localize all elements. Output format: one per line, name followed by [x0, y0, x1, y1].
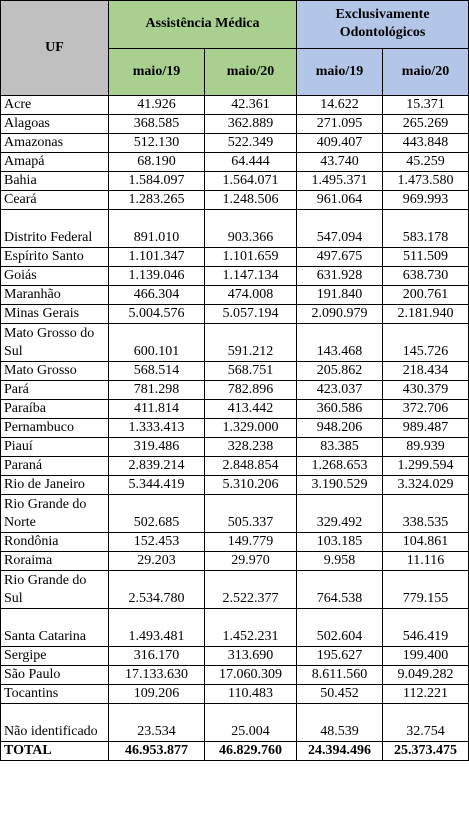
table-row [1, 381, 469, 400]
uf-name-cell: Bahia [1, 172, 109, 191]
value-medical-may20-cell: 328.238 [205, 438, 297, 457]
value-dental-may20-cell: 1.473.580 [383, 172, 469, 191]
value-dental-may19-cell: 14.622 [297, 96, 383, 115]
value-medical-may20-cell: 29.970 [205, 552, 297, 571]
table-row [1, 419, 469, 438]
uf-name-cell: Sergipe [1, 647, 109, 666]
value-medical-may20-cell: 782.896 [205, 381, 297, 400]
table-row [1, 153, 469, 172]
value-dental-may19-cell: 50.452 [297, 685, 383, 704]
uf-name-cell: Amazonas [1, 134, 109, 153]
value-medical-may19-cell: 1.333.413 [109, 419, 205, 438]
value-medical-may19-cell: 466.304 [109, 286, 205, 305]
value-medical-may20-cell: 2.848.854 [205, 457, 297, 476]
period-header-medical-may20: maio/20 [205, 48, 297, 96]
value-medical-may19-cell: 1.584.097 [109, 172, 205, 191]
uf-name-cell: Roraima [1, 552, 109, 571]
uf-name-cell: Paraíba [1, 400, 109, 419]
table-row [1, 210, 469, 248]
value-medical-may19-cell: 568.514 [109, 362, 205, 381]
value-medical-may20-cell: 313.690 [205, 647, 297, 666]
value-dental-may19-cell: 1.495.371 [297, 172, 383, 191]
uf-name-cell: Acre [1, 96, 109, 115]
uf-name-cell: Pernambuco [1, 419, 109, 438]
value-medical-may20-cell: 591.212 [205, 324, 297, 362]
value-dental-may19-cell: 961.064 [297, 191, 383, 210]
value-dental-may20-cell: 969.993 [383, 191, 469, 210]
value-medical-may20-cell: 903.366 [205, 210, 297, 248]
uf-name-cell: Santa Catarina [1, 609, 109, 647]
value-medical-may20-cell: 2.522.377 [205, 571, 297, 609]
uf-name-cell: Goiás [1, 267, 109, 286]
value-medical-may20-cell: 522.349 [205, 134, 297, 153]
value-dental-may20-cell: 638.730 [383, 267, 469, 286]
value-medical-may20-cell: 42.361 [205, 96, 297, 115]
table-row [1, 495, 469, 533]
table-row [1, 115, 469, 134]
value-medical-may20-cell: 149.779 [205, 533, 297, 552]
dental-only-header: Exclusivamente Odontológicos [297, 1, 469, 49]
value-medical-may19-cell: 68.190 [109, 153, 205, 172]
total-value-medical-may19: 46.953.877 [109, 742, 205, 761]
table-row [1, 609, 469, 647]
value-medical-may19-cell: 1.139.046 [109, 267, 205, 286]
value-dental-may20-cell: 11.116 [383, 552, 469, 571]
table-row [1, 571, 469, 609]
table-body [1, 96, 469, 742]
table-row [1, 248, 469, 267]
value-medical-may20-cell: 1.564.071 [205, 172, 297, 191]
value-medical-may19-cell: 512.130 [109, 134, 205, 153]
uf-name-cell: Mato Grosso do Sul [1, 324, 109, 362]
value-dental-may19-cell: 948.206 [297, 419, 383, 438]
table-row [1, 191, 469, 210]
value-medical-may20-cell: 362.889 [205, 115, 297, 134]
value-medical-may20-cell: 25.004 [205, 704, 297, 742]
total-value-dental-may20: 25.373.475 [383, 742, 469, 761]
table-row [1, 476, 469, 495]
uf-name-cell: Mato Grosso [1, 362, 109, 381]
uf-name-cell: Alagoas [1, 115, 109, 134]
uf-name-cell: Tocantins [1, 685, 109, 704]
value-medical-may19-cell: 1.101.347 [109, 248, 205, 267]
value-dental-may20-cell: 372.706 [383, 400, 469, 419]
value-dental-may20-cell: 145.726 [383, 324, 469, 362]
table-row [1, 666, 469, 685]
medical-assistance-header: Assistência Médica [109, 1, 297, 49]
uf-name-cell: Paraná [1, 457, 109, 476]
table-row [1, 267, 469, 286]
table-row [1, 685, 469, 704]
value-dental-may20-cell: 583.178 [383, 210, 469, 248]
value-dental-may20-cell: 9.049.282 [383, 666, 469, 685]
value-medical-may19-cell: 368.585 [109, 115, 205, 134]
table-header [1, 1, 469, 96]
value-medical-may19-cell: 2.839.214 [109, 457, 205, 476]
value-dental-may19-cell: 3.190.529 [297, 476, 383, 495]
value-dental-may20-cell: 104.861 [383, 533, 469, 552]
value-dental-may19-cell: 409.407 [297, 134, 383, 153]
value-medical-may19-cell: 316.170 [109, 647, 205, 666]
value-medical-may20-cell: 1.147.134 [205, 267, 297, 286]
uf-name-cell: Rio Grande do Sul [1, 571, 109, 609]
value-medical-may19-cell: 319.486 [109, 438, 205, 457]
value-dental-may20-cell: 218.434 [383, 362, 469, 381]
value-medical-may20-cell: 1.101.659 [205, 248, 297, 267]
value-medical-may20-cell: 568.751 [205, 362, 297, 381]
table-row [1, 400, 469, 419]
value-medical-may19-cell: 502.685 [109, 495, 205, 533]
uf-name-cell: São Paulo [1, 666, 109, 685]
period-header-dental-may19: maio/19 [297, 48, 383, 96]
value-medical-may19-cell: 1.283.265 [109, 191, 205, 210]
value-dental-may20-cell: 338.535 [383, 495, 469, 533]
value-medical-may19-cell: 1.493.481 [109, 609, 205, 647]
value-medical-may20-cell: 17.060.309 [205, 666, 297, 685]
table-row [1, 324, 469, 362]
value-dental-may19-cell: 497.675 [297, 248, 383, 267]
value-dental-may19-cell: 502.604 [297, 609, 383, 647]
value-dental-may20-cell: 443.848 [383, 134, 469, 153]
uf-column-header: UF [1, 1, 109, 96]
value-dental-may20-cell: 1.299.594 [383, 457, 469, 476]
value-dental-may19-cell: 103.185 [297, 533, 383, 552]
value-medical-may20-cell: 505.337 [205, 495, 297, 533]
value-dental-may19-cell: 631.928 [297, 267, 383, 286]
table-row [1, 305, 469, 324]
value-medical-may19-cell: 5.344.419 [109, 476, 205, 495]
value-dental-may19-cell: 423.037 [297, 381, 383, 400]
value-dental-may20-cell: 265.269 [383, 115, 469, 134]
table-row [1, 457, 469, 476]
uf-name-cell: Espírito Santo [1, 248, 109, 267]
table-row [1, 533, 469, 552]
value-dental-may19-cell: 8.611.560 [297, 666, 383, 685]
table-footer [1, 742, 469, 761]
value-medical-may19-cell: 600.101 [109, 324, 205, 362]
value-dental-may19-cell: 764.538 [297, 571, 383, 609]
value-medical-may20-cell: 474.008 [205, 286, 297, 305]
value-dental-may19-cell: 2.090.979 [297, 305, 383, 324]
value-medical-may20-cell: 5.310.206 [205, 476, 297, 495]
value-dental-may20-cell: 430.379 [383, 381, 469, 400]
value-medical-may19-cell: 781.298 [109, 381, 205, 400]
value-dental-may19-cell: 360.586 [297, 400, 383, 419]
value-medical-may19-cell: 2.534.780 [109, 571, 205, 609]
value-dental-may20-cell: 511.509 [383, 248, 469, 267]
total-row [1, 742, 469, 761]
value-dental-may19-cell: 1.268.653 [297, 457, 383, 476]
uf-name-cell: Rondônia [1, 533, 109, 552]
total-value-medical-may20: 46.829.760 [205, 742, 297, 761]
value-medical-may19-cell: 17.133.630 [109, 666, 205, 685]
value-medical-may19-cell: 29.203 [109, 552, 205, 571]
table-row [1, 362, 469, 381]
value-dental-may19-cell: 191.840 [297, 286, 383, 305]
table-row [1, 704, 469, 742]
value-medical-may20-cell: 1.452.231 [205, 609, 297, 647]
value-dental-may20-cell: 2.181.940 [383, 305, 469, 324]
value-medical-may20-cell: 1.329.000 [205, 419, 297, 438]
value-medical-may19-cell: 41.926 [109, 96, 205, 115]
uf-name-cell: Pará [1, 381, 109, 400]
period-header-medical-may19: maio/19 [109, 48, 205, 96]
total-label: TOTAL [1, 742, 109, 761]
table-row [1, 96, 469, 115]
value-dental-may20-cell: 779.155 [383, 571, 469, 609]
value-medical-may19-cell: 891.010 [109, 210, 205, 248]
uf-name-cell: Rio Grande do Norte [1, 495, 109, 533]
table-row [1, 134, 469, 153]
uf-name-cell: Ceará [1, 191, 109, 210]
value-dental-may19-cell: 9.958 [297, 552, 383, 571]
value-dental-may19-cell: 43.740 [297, 153, 383, 172]
value-dental-may19-cell: 271.095 [297, 115, 383, 134]
value-dental-may20-cell: 3.324.029 [383, 476, 469, 495]
period-header-dental-may20: maio/20 [383, 48, 469, 96]
value-dental-may20-cell: 112.221 [383, 685, 469, 704]
uf-name-cell: Minas Gerais [1, 305, 109, 324]
value-medical-may19-cell: 109.206 [109, 685, 205, 704]
table-row [1, 647, 469, 666]
value-medical-may19-cell: 152.453 [109, 533, 205, 552]
value-dental-may20-cell: 89.939 [383, 438, 469, 457]
value-medical-may20-cell: 5.057.194 [205, 305, 297, 324]
value-medical-may20-cell: 413.442 [205, 400, 297, 419]
value-dental-may20-cell: 45.259 [383, 153, 469, 172]
value-dental-may19-cell: 83.385 [297, 438, 383, 457]
total-value-dental-may19: 24.394.496 [297, 742, 383, 761]
header-row-groups [1, 1, 469, 49]
value-dental-may20-cell: 546.419 [383, 609, 469, 647]
value-medical-may19-cell: 23.534 [109, 704, 205, 742]
uf-name-cell: Não identificado [1, 704, 109, 742]
value-dental-may20-cell: 200.761 [383, 286, 469, 305]
value-dental-may19-cell: 205.862 [297, 362, 383, 381]
table-row [1, 552, 469, 571]
value-dental-may20-cell: 32.754 [383, 704, 469, 742]
table-row [1, 286, 469, 305]
value-medical-may19-cell: 5.004.576 [109, 305, 205, 324]
table-row [1, 438, 469, 457]
value-medical-may19-cell: 411.814 [109, 400, 205, 419]
uf-name-cell: Maranhão [1, 286, 109, 305]
value-dental-may19-cell: 547.094 [297, 210, 383, 248]
value-medical-may20-cell: 1.248.506 [205, 191, 297, 210]
value-dental-may19-cell: 143.468 [297, 324, 383, 362]
value-dental-may19-cell: 195.627 [297, 647, 383, 666]
uf-name-cell: Rio de Janeiro [1, 476, 109, 495]
value-dental-may20-cell: 989.487 [383, 419, 469, 438]
value-medical-may20-cell: 64.444 [205, 153, 297, 172]
uf-name-cell: Amapá [1, 153, 109, 172]
uf-name-cell: Distrito Federal [1, 210, 109, 248]
value-dental-may19-cell: 48.539 [297, 704, 383, 742]
uf-name-cell: Piauí [1, 438, 109, 457]
value-dental-may20-cell: 15.371 [383, 96, 469, 115]
value-dental-may20-cell: 199.400 [383, 647, 469, 666]
value-medical-may20-cell: 110.483 [205, 685, 297, 704]
value-dental-may19-cell: 329.492 [297, 495, 383, 533]
table-row [1, 172, 469, 191]
